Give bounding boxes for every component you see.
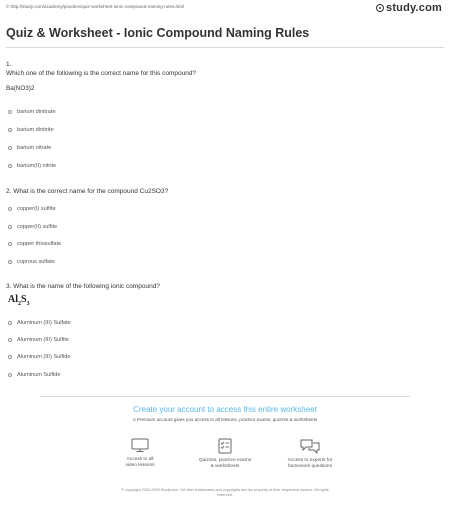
radio-button[interactable] bbox=[8, 373, 12, 377]
option-label: copper thiosulfate bbox=[17, 241, 62, 247]
radio-button[interactable] bbox=[8, 260, 12, 264]
title-divider bbox=[6, 47, 444, 48]
question-2-option-1[interactable] bbox=[8, 206, 56, 212]
radio-button[interactable] bbox=[8, 110, 12, 114]
radio-button[interactable] bbox=[8, 128, 12, 132]
option-label: Aluminum (III) Sulfate bbox=[17, 320, 71, 326]
option-label: copper(I) sulfite bbox=[17, 206, 56, 212]
study-logo-icon bbox=[376, 4, 384, 12]
checklist-icon bbox=[217, 438, 233, 454]
option-label: copper(II) sulfite bbox=[17, 224, 58, 230]
question-3-text: 3. What is the name of the following ionic compound? bbox=[6, 283, 160, 290]
feature-label-line2: video lessons bbox=[125, 463, 155, 468]
option-label: Aluminum (III) Sulfite bbox=[17, 337, 69, 343]
premium-description: A Premium account gives you access to all lessons, practice exams, quizzes & worksheets bbox=[132, 417, 318, 422]
chat-bubbles-icon bbox=[300, 438, 320, 454]
question-3-option-2[interactable] bbox=[8, 337, 69, 343]
page-url: © http://study.com/academy/practice/quiz-worksheet-ionic-compound-naming-rules.html bbox=[6, 4, 185, 9]
option-label: cuprous sulfate bbox=[17, 259, 55, 265]
question-3-option-3[interactable] bbox=[8, 354, 70, 360]
question-2-option-3[interactable] bbox=[8, 241, 61, 247]
radio-button[interactable] bbox=[8, 355, 12, 359]
option-label: barium dinitrate bbox=[17, 109, 56, 115]
question-2-option-4[interactable] bbox=[8, 259, 55, 265]
radio-button[interactable] bbox=[8, 164, 12, 168]
question-1-option-1[interactable] bbox=[8, 109, 56, 115]
copyright-text: © copyright 2003-2020 Study.com. All other trademarks and copyrights are the property of their respective owners. All rights reserved. bbox=[121, 488, 329, 497]
option-label: Aluminum (III) Sulfide bbox=[17, 354, 71, 360]
question-1-option-4[interactable] bbox=[8, 163, 56, 169]
feature-label-line1: Access to experts for bbox=[287, 458, 333, 463]
radio-button[interactable] bbox=[8, 207, 12, 211]
option-label: barium dinitrite bbox=[17, 127, 54, 133]
radio-button[interactable] bbox=[8, 242, 12, 246]
question-2-option-2[interactable] bbox=[8, 224, 57, 230]
feature-label-line2: homework questions bbox=[288, 464, 332, 469]
brand-logo[interactable] bbox=[376, 2, 442, 14]
radio-button[interactable] bbox=[8, 146, 12, 150]
feature-quizzes bbox=[180, 438, 270, 470]
option-label: barium nitrate bbox=[17, 145, 52, 151]
feature-label-line2: & worksheets bbox=[210, 464, 240, 469]
feature-label-line1: Quizzes, practice exams bbox=[198, 458, 252, 463]
radio-button[interactable] bbox=[8, 321, 12, 325]
monitor-icon bbox=[131, 438, 149, 453]
feature-label-line1: Access to all bbox=[126, 457, 154, 462]
question-3-option-4[interactable] bbox=[8, 372, 61, 378]
brand-name: study.com bbox=[386, 2, 442, 14]
question-3-option-1[interactable] bbox=[8, 320, 71, 326]
question-1-number: 1. bbox=[6, 61, 12, 68]
question-3-formula: $Al_2S_3$ bbox=[8, 294, 30, 307]
radio-button[interactable] bbox=[8, 225, 12, 229]
option-label: Aluminum Sulfide bbox=[17, 372, 61, 378]
radio-button[interactable] bbox=[8, 338, 12, 342]
promo-divider bbox=[40, 396, 410, 397]
question-2-text: 2. What is the correct name for the compound Cu2SO3? bbox=[6, 188, 169, 195]
create-account-link[interactable]: Create your account to access this entire worksheet bbox=[133, 405, 317, 414]
feature-experts bbox=[265, 438, 355, 470]
option-label: barium(II) nitrite bbox=[17, 163, 57, 169]
question-1-option-3[interactable] bbox=[8, 145, 51, 151]
question-1-formula: Ba(NO3)2 bbox=[6, 85, 35, 92]
question-1-text: Which one of the following is the correct name for this compound? bbox=[6, 70, 197, 77]
page-title: Quiz & Worksheet - Ionic Compound Naming Rules bbox=[6, 26, 310, 40]
feature-video-lessons bbox=[95, 438, 185, 469]
question-1-option-2[interactable] bbox=[8, 127, 54, 133]
